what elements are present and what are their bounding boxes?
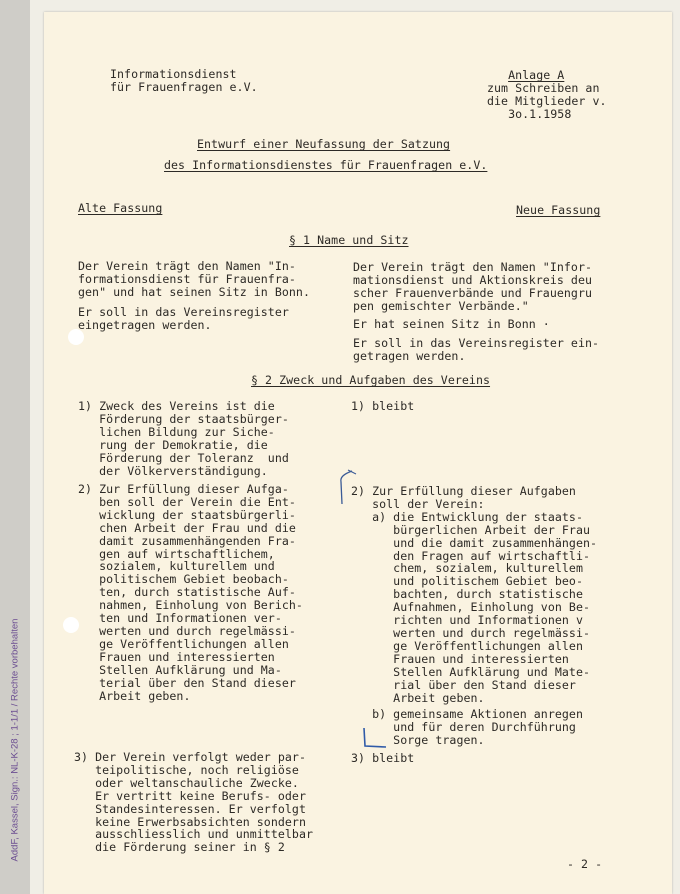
section2-new-item1: 1) bleibt (351, 399, 415, 413)
section2-old-item1: 1) Zweck des Vereins ist die Förderung der staatsbürger- lichen Bildung zur Siche- rung der Demokratie, die Förderung der Toleranz und der Völkerverständigung. (78, 399, 289, 478)
section1-old-para1: Der Verein trägt den Namen "In- formationsdienst für Frauenfra- gen" und hat seinen Sitz in Bonn. (78, 259, 310, 299)
section2-new-item3: 3) bleibt (351, 751, 415, 765)
section1-heading: § 1 Name und Sitz (289, 233, 409, 247)
section2-old-item3: 3) Der Verein verfolgt weder par- teipolitische, noch religiöse oder weltanschauliche Zwecke. Er vertritt keine Berufs- oder Standesinteressen. Er verfolgt keine Erwerbsabsichten sondern ausschliesslich und unmittelbar die Förderung seiner in § 2 (74, 750, 314, 855)
new-version-heading: Neue Fassung (516, 203, 601, 217)
annex-title: Anlage A (508, 68, 565, 82)
document-page (44, 12, 672, 894)
section2-heading: § 2 Zweck und Aufgaben des Vereins (251, 373, 491, 387)
handwritten-bracket-mark (334, 468, 364, 508)
section2-old-item2: 2) Zur Erfüllung dieser Aufga- ben soll der Verein die Ent- wicklung der staatsbürgerli- chen Arbeit der Frau und die damit zusammenhängenden Fra- gen auf wirtschaftlichem, sozialem, kulturellem und politischem Gebiet beobach- ten, durch statistische Auf- nahmen, Einholung von Berich- ten und Informationen ver- werten und durch regelmässi- ge Veröffentlichungen allen Frauen und interessierten Stellen Aufklärung und Ma- terial über den Stand dieser Arbeit geben. (78, 482, 303, 703)
section1-new-para2: Er hat seinen Sitz in Bonn · (353, 317, 550, 331)
punch-hole (63, 617, 79, 633)
section1-new-para1: Der Verein trägt den Namen "Infor- mationsdienst und Aktionskreis deu scher Frauenverbände und Frauengru pen gemischter Verbände." (353, 260, 593, 313)
section2-new-item2b: b) gemeinsame Aktionen anregen und für deren Durchführung Sorge tragen. (351, 707, 583, 747)
sender-block: Informationsdienst für Frauenfragen e.V. (110, 67, 258, 94)
section1-old-para2: Er soll in das Vereinsregister eingetragen werden. (78, 305, 289, 332)
section2-new-item2: 2) Zur Erfüllung dieser Aufgaben soll der Verein: a) die Entwicklung der staats- bürgerlichen Arbeit der Frau und die damit zusammenhängen- den Fragen auf wirtschaftli- chem, sozialem, kulturellem und politischem Gebiet beo- bachten, durch statistische Aufnahmen, Einholung von Be- richten und Informationen v werten und durch regelmässi- ge Veröffentlichungen allen Frauen und interessierten Stellen Aufklärung und Mate- rial über den Stand dieser Arbeit geben. (351, 484, 598, 705)
annex-block: Anlage A zum Schreiben an die Mitglieder v. 3o.1.1958 (487, 68, 607, 121)
section1-new-para3: Er soll in das Vereinsregister ein- getragen werden. (353, 336, 600, 363)
page-subtitle: des Informationsdienstes für Frauenfragen e.V. (164, 158, 488, 172)
archive-margin (0, 0, 30, 894)
handwritten-corner-mark (356, 726, 392, 752)
page-number: - 2 - (567, 857, 603, 871)
page-title: Entwurf einer Neufassung der Satzung (197, 137, 451, 151)
archive-caption: AddF, Kassel, Sign.: NL-K-28 ; 1-1/1 / Rechte vorbehalten (9, 618, 21, 862)
old-version-heading: Alte Fassung (78, 201, 163, 215)
